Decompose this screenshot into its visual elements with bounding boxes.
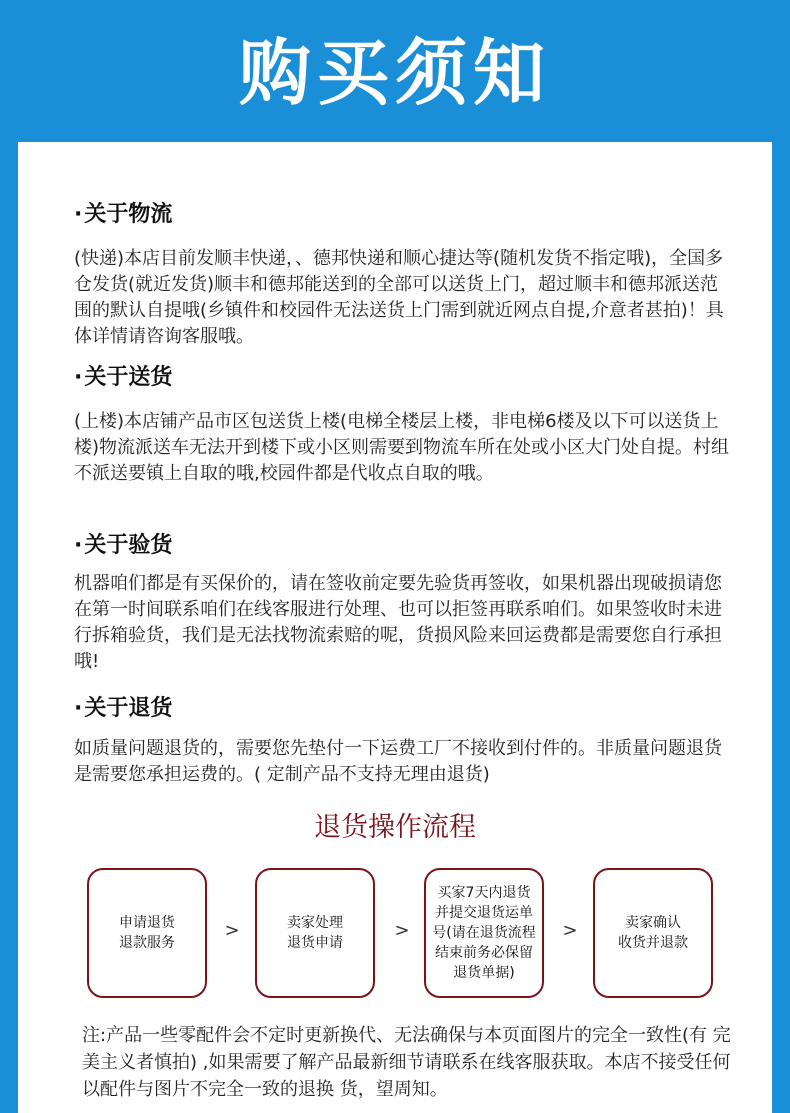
notice-card [18,142,772,1113]
flow-step-label: 卖家处理 退货申请 [287,915,343,951]
section-returns [74,694,734,788]
bullet: · [74,533,83,558]
section-title-text: 关于物流 [84,202,173,227]
flow-step-buyer-return [424,868,544,998]
flow-arrow: > [224,920,240,941]
flow-step-apply [87,868,207,998]
section-body: (上楼)本店铺产品市区包送货上楼(电梯全楼层上楼，非电梯6楼及以下可以送货上楼)物流派送车无法开到楼下或小区则需要到物流车所在处或小区大门处自提。村组不派送要镇上自取的哦,校园件都是代收点自取的哦。 [74,411,730,484]
section-logistics [74,200,734,350]
section-title [74,363,734,393]
flow-step-label: 申请退货 退款服务 [119,915,175,951]
bullet: · [74,365,83,390]
section-title [74,531,734,561]
bullet: · [74,696,83,721]
section-title [74,694,734,724]
section-body: 如质量问题退货的，需要您先垫付一下运费工厂不接收到付件的。非质量问题退货是需要您承担运费的。( 定制产品不支持无理由退货) [74,738,722,785]
flow-arrow: > [562,920,578,941]
section-title-text: 关于退货 [84,696,173,721]
section-title [74,200,734,230]
flow-step-seller-refund [593,868,713,998]
disclaimer-note: 注:产品一些零配件会不定时更新换代、无法确保与本页面图片的完全一致性(有 完美主义者慎拍) ,如果需要了解产品最新细节请联系在线客服获取。本店不接受任何以配件与图片不完全一致的退换 货，望周知。 [82,1025,731,1100]
section-inspection [74,531,734,675]
flow-step-label: 买家7天内退货并提交退货运单号(请在退货流程结束前务必保留退货单据) [432,885,536,981]
bullet: · [74,202,83,227]
flow-arrow: > [394,920,410,941]
flow-step-label: 卖家确认 收货并退款 [618,915,688,951]
section-title-text: 关于验货 [84,533,173,558]
section-delivery [74,363,734,487]
section-title-text: 关于送货 [84,365,173,390]
return-flow-title: 退货操作流程 [314,812,476,843]
section-body: (快递)本店目前发顺丰快递，、德邦快递和顺心捷达等(随机发货不指定哦)，全国多仓发货(就近发货)顺丰和德邦能送到的全部可以送货上门，超过顺丰和德邦派送范围的默认自提哦(乡镇件和校园件无法送货上门需到就近网点自提,介意者甚拍)！具体详情请咨询客服哦。 [74,248,724,347]
flow-step-seller-process [255,868,375,998]
page-title: 购买须知 [238,31,551,115]
section-body: 机器咱们都是有买保价的，请在签收前定要先验货再签收，如果机器出现破损请您在第一时间联系咱们在线客服进行处理、也可以拒签再联系咱们。如果签收时未进行拆箱验货，我们是无法找物流索赔的呢，货损风险来回运费都是需要您自行承担哦! [74,573,722,672]
